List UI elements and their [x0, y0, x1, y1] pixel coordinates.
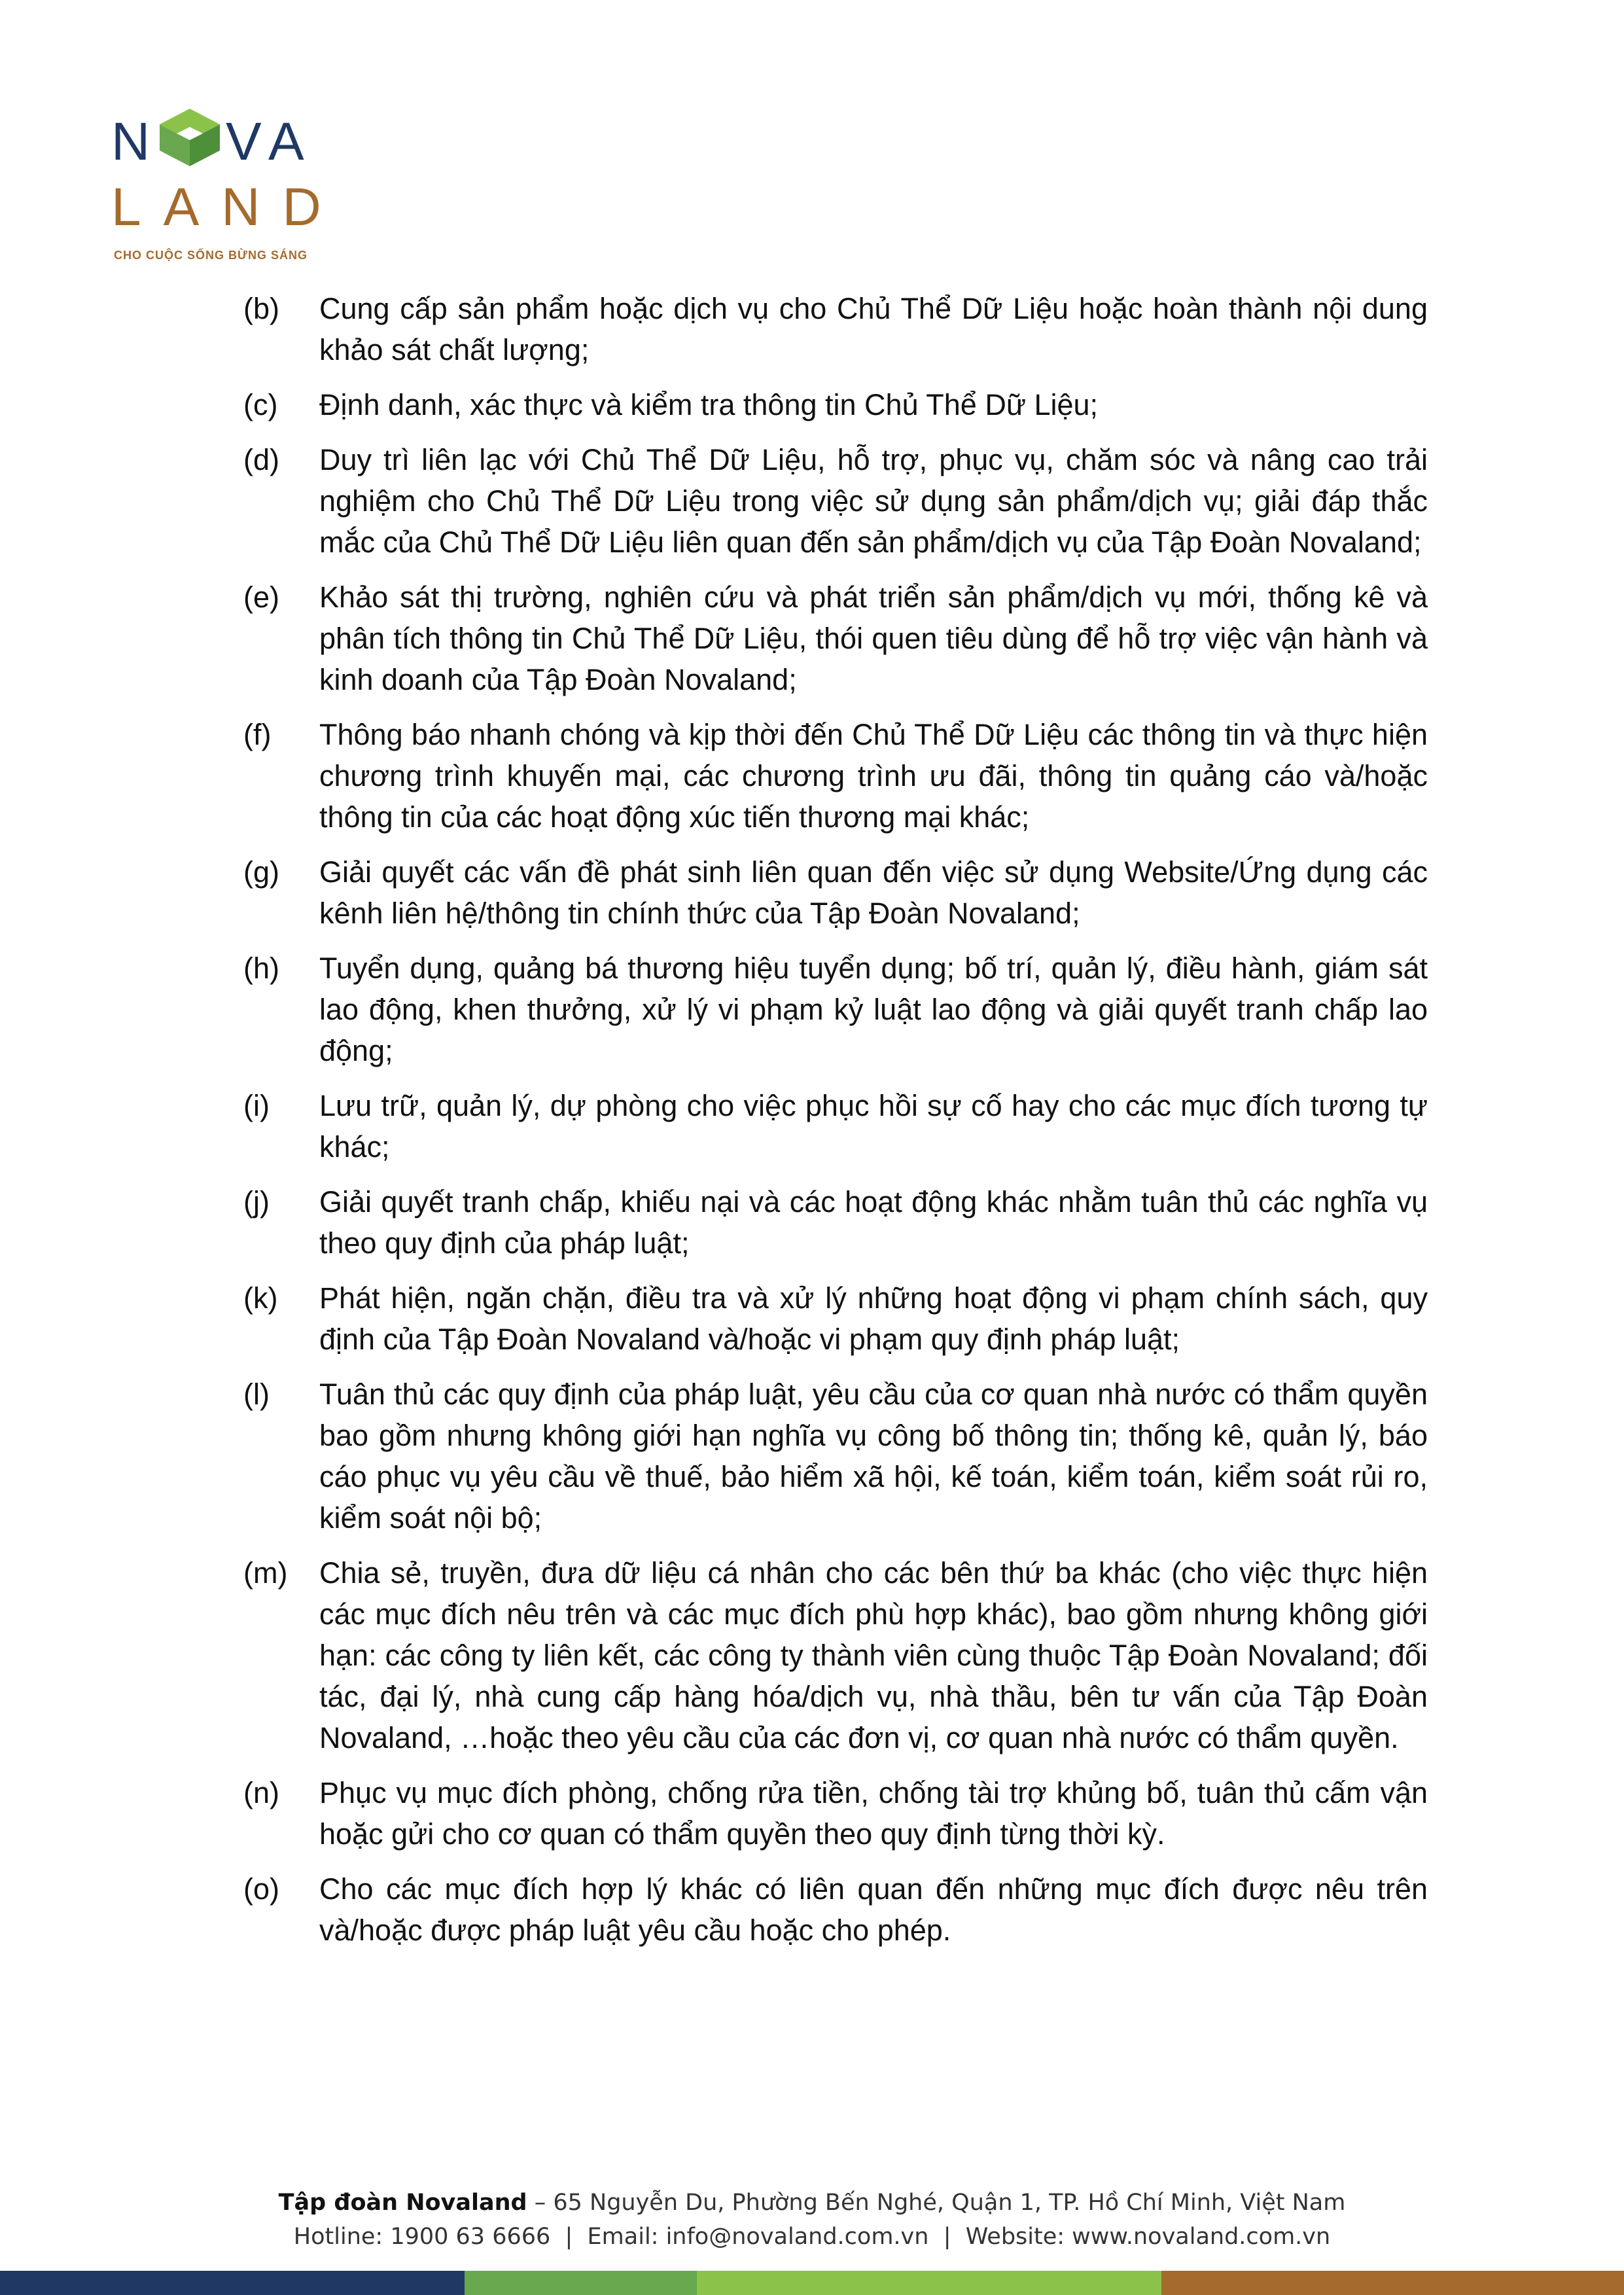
list-item: [243, 714, 1428, 838]
list-item-label: (n): [243, 1776, 279, 1809]
logo-letter-v: V: [226, 112, 266, 171]
list-item: [243, 577, 1428, 700]
list-item-label: (g): [243, 855, 279, 889]
list-item-text: Khảo sát thị trường, nghiên cứu và phát triển sản phẩm/dịch vụ mới, thống kê và phân tích thông tin Chủ Thể Dữ Liệu, thói quen tiêu dùng để hỗ trợ việc vận hành và kinh doanh của Tập Đoàn Novaland;: [319, 580, 1428, 696]
list-item: [243, 1868, 1428, 1951]
logo-land-word: LAND: [111, 177, 344, 237]
novaland-logo: [105, 79, 344, 262]
list-item-text: Chia sẻ, truyền, đưa dữ liệu cá nhân cho các bên thứ ba khác (cho việc thực hiện các mục đích nêu trên và các mục đích phù hợp khác), bao gồm nhưng không giới hạn: các công ty liên kết, các công ty thành viên cùng thuộc Tập Đoàn Novaland; đối tác, đại lý, nhà cung cấp hàng hóa/dịch vụ, nhà thầu, bên tư vấn của Tập Đoàn Novaland, …hoặc theo yêu cầu của các đơn vị, cơ quan nhà nước có thẩm quyền.: [319, 1556, 1428, 1754]
list-item-label: (e): [243, 580, 279, 614]
list-item: [243, 1772, 1428, 1855]
logo-tagline: CHO CUỘC SỐNG BỪNG SÁNG: [114, 249, 308, 262]
list-item-text: Giải quyết các vấn đề phát sinh liên quan đến việc sử dụng Website/Ứng dụng các kênh liên hệ/thông tin chính thức của Tập Đoàn Novaland;: [319, 855, 1428, 930]
footer-contact: Hotline: 1900 63 6666 | Email: info@novaland.com.vn | Website: www.novaland.com.vn: [293, 2224, 1331, 2250]
list-item-label: (o): [243, 1872, 279, 1906]
list-item-text: Cung cấp sản phẩm hoặc dịch vụ cho Chủ Thể Dữ Liệu hoặc hoàn thành nội dung khảo sát chất lượng;: [319, 292, 1428, 366]
document-body: [243, 288, 1428, 1965]
list-item: [243, 439, 1428, 563]
list-item-label: (h): [243, 952, 279, 985]
logo-letter-n: N: [111, 112, 154, 171]
bar-segment-green-light: [697, 2271, 1161, 2295]
page-footer: [0, 2186, 1624, 2254]
footer-address-line: [0, 2186, 1624, 2220]
list-item: [243, 288, 1428, 370]
list-item-text: Giải quyết tranh chấp, khiếu nại và các hoạt động khác nhằm tuân thủ các nghĩa vụ theo quy định của pháp luật;: [319, 1185, 1428, 1260]
list-item: [243, 1085, 1428, 1167]
list-item-text: Duy trì liên lạc với Chủ Thể Dữ Liệu, hỗ trợ, phục vụ, chăm sóc và nâng cao trải nghiệm cho Chủ Thể Dữ Liệu trong việc sử dụng sản phẩm/dịch vụ; giải đáp thắc mắc của Chủ Thể Dữ Liệu liên quan đến sản phẩm/dịch vụ của Tập Đoàn Novaland;: [319, 443, 1428, 559]
list-item-text: Phát hiện, ngăn chặn, điều tra và xử lý những hoạt động vi phạm chính sách, quy định của Tập Đoàn Novaland và/hoặc vi phạm quy định pháp luật;: [319, 1281, 1428, 1356]
list-item-text: Thông báo nhanh chóng và kịp thời đến Chủ Thể Dữ Liệu các thông tin và thực hiện chương trình khuyến mại, các chương trình ưu đãi, thông tin quảng cáo và/hoặc thông tin của các hoạt động xúc tiến thương mại khác;: [319, 718, 1428, 834]
footer-color-bar: [0, 2271, 1624, 2295]
footer-company: Tập đoàn Novaland: [278, 2190, 527, 2216]
list-item-text: Lưu trữ, quản lý, dự phòng cho việc phục hồi sự cố hay cho các mục đích tương tự khác;: [319, 1089, 1428, 1164]
logo-letter-a: A: [268, 112, 308, 171]
list-item-text: Phục vụ mục đích phòng, chống rửa tiền, chống tài trợ khủng bố, tuân thủ cấm vận hoặc gửi cho cơ quan có thẩm quyền theo quy định từng thời kỳ.: [319, 1776, 1428, 1851]
list-item-text: Cho các mục đích hợp lý khác có liên quan đến những mục đích được nêu trên và/hoặc được pháp luật yêu cầu hoặc cho phép.: [319, 1872, 1428, 1947]
list-item-label: (l): [243, 1378, 270, 1411]
bar-segment-navy: [0, 2271, 465, 2295]
list-item-label: (m): [243, 1556, 288, 1590]
list-item: [243, 384, 1428, 425]
list-item-label: (f): [243, 718, 272, 751]
list-item-label: (j): [243, 1185, 270, 1219]
footer-address: – 65 Nguyễn Du, Phường Bến Nghé, Quận 1, TP. Hồ Chí Minh, Việt Nam: [527, 2190, 1346, 2216]
list-item: [243, 1374, 1428, 1539]
list-item: [243, 1181, 1428, 1264]
list-item-label: (d): [243, 443, 279, 476]
list-item-label: (c): [243, 388, 278, 421]
list-item: [243, 851, 1428, 934]
list-item-label: (k): [243, 1281, 278, 1315]
list-item-text: Tuyển dụng, quảng bá thương hiệu tuyển dụng; bố trí, quản lý, điều hành, giám sát lao động, khen thưởng, xử lý vi phạm kỷ luật lao động và giải quyết tranh chấp lao động;: [319, 952, 1428, 1067]
logo-nova-word: [111, 111, 327, 171]
list-item: [243, 1552, 1428, 1758]
list-item-label: (b): [243, 292, 279, 325]
list-item: [243, 948, 1428, 1071]
list-item-text: Tuân thủ các quy định của pháp luật, yêu cầu của cơ quan nhà nước có thẩm quyền bao gồm nhưng không giới hạn nghĩa vụ công bố thông tin; thống kê, quản lý, báo cáo phục vụ yêu cầu về thuế, bảo hiểm xã hội, kế toán, kiểm toán, kiểm soát rủi ro, kiểm soát nội bộ;: [319, 1378, 1428, 1535]
list-item-label: (i): [243, 1089, 270, 1122]
bar-segment-gold: [1161, 2271, 1624, 2295]
list-item: [243, 1277, 1428, 1360]
bar-segment-green-dark: [465, 2271, 697, 2295]
logo-cube-icon: [157, 107, 222, 168]
list-item-text: Định danh, xác thực và kiểm tra thông tin Chủ Thể Dữ Liệu;: [319, 388, 1099, 421]
